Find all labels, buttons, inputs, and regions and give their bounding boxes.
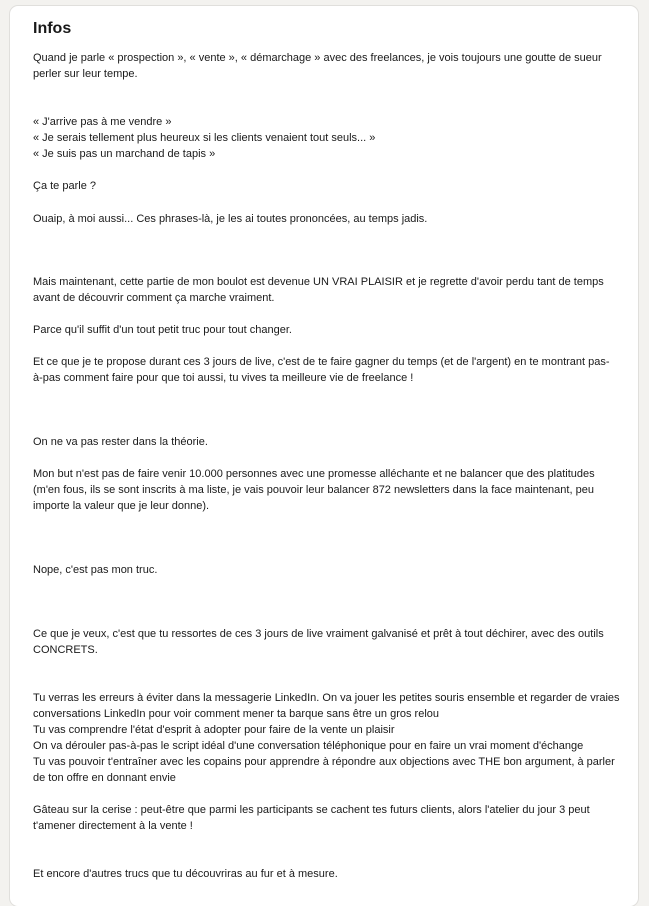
list-item-line: de ton offre en donnant envie (33, 772, 176, 784)
paragraph-line: Ouaip, à moi aussi... Ces phrases-là, je les ai toutes prononcées, au temps jadis. (33, 213, 428, 225)
paragraph-line: Ce que je veux, c'est que tu ressortes de ces 3 jours de live vraiment galvanisé et prêt à tout déchirer, avec des outils (33, 628, 604, 640)
list-item-line: Tu verras les erreurs à éviter dans la messagerie LinkedIn. On va jouer les petites souris ensemble et regarder de vraies (33, 692, 620, 704)
paragraph-line: Nope, c'est pas mon truc. (33, 564, 158, 576)
list-item-line: On va dérouler pas-à-pas le script idéal d'une conversation téléphonique pour en faire un vrai moment d'échange (33, 740, 584, 752)
section-title: Infos (33, 20, 72, 37)
list-item-line: Tu vas pouvoir t'entraîner avec les copains pour apprendre à répondre aux objections avec THE bon argument, à parler (33, 756, 615, 768)
paragraph-line: Et encore d'autres trucs que tu découvriras au fur et à mesure. (33, 868, 338, 880)
paragraph-line: Et ce que je te propose durant ces 3 jours de live, c'est de te faire gagner du temps (et de l'argent) en te montrant pas- (33, 356, 610, 368)
paragraph-line: CONCRETS. (33, 644, 98, 656)
quote-line: « Je serais tellement plus heureux si les clients venaient tout seuls... » (33, 132, 376, 144)
paragraph-line: Mon but n'est pas de faire venir 10.000 personnes avec une promesse alléchante et ne balancer que des platitudes (33, 468, 595, 480)
list-item-line: Tu vas comprendre l'état d'esprit à adopter pour faire de la vente un plaisir (33, 724, 395, 736)
paragraph-line: à-pas comment faire pour que toi aussi, tu vives ta meilleure vie de freelance ! (33, 372, 414, 384)
paragraph-line: t'amener directement à la vente ! (33, 820, 193, 832)
paragraph-line: (m'en fous, ils se sont inscrits à ma liste, je vais pouvoir leur balancer 872 newsletters dans la face maintenant, peu (33, 484, 594, 496)
paragraph-line: Quand je parle « prospection », « vente », « démarchage » avec des freelances, je vois toujours une goutte de sueur (33, 52, 602, 64)
paragraph-line: Parce qu'il suffit d'un tout petit truc pour tout changer. (33, 324, 292, 336)
paragraph-line: Ça te parle ? (33, 180, 96, 192)
paragraph-line: perler sur leur tempe. (33, 68, 138, 80)
list-item-line: conversations LinkedIn pour voir comment mener ta barque sans être un gros relou (33, 708, 439, 720)
paragraph-line: Mais maintenant, cette partie de mon boulot est devenue UN VRAI PLAISIR et je regrette d'avoir perdu tant de temps (33, 276, 604, 288)
paragraph-line: Gâteau sur la cerise : peut-être que parmi les participants se cachent tes futurs clients, alors l'atelier du jour 3 peut (33, 804, 590, 816)
paragraph-line: avant de découvrir comment ça marche vraiment. (33, 292, 275, 304)
quote-line: « J'arrive pas à me vendre » (33, 116, 172, 128)
paragraph-line: On ne va pas rester dans la théorie. (33, 436, 208, 448)
paragraph-line: importe la valeur que je leur donne). (33, 500, 210, 512)
quote-line: « Je suis pas un marchand de tapis » (33, 148, 216, 160)
about-card (10, 6, 638, 906)
